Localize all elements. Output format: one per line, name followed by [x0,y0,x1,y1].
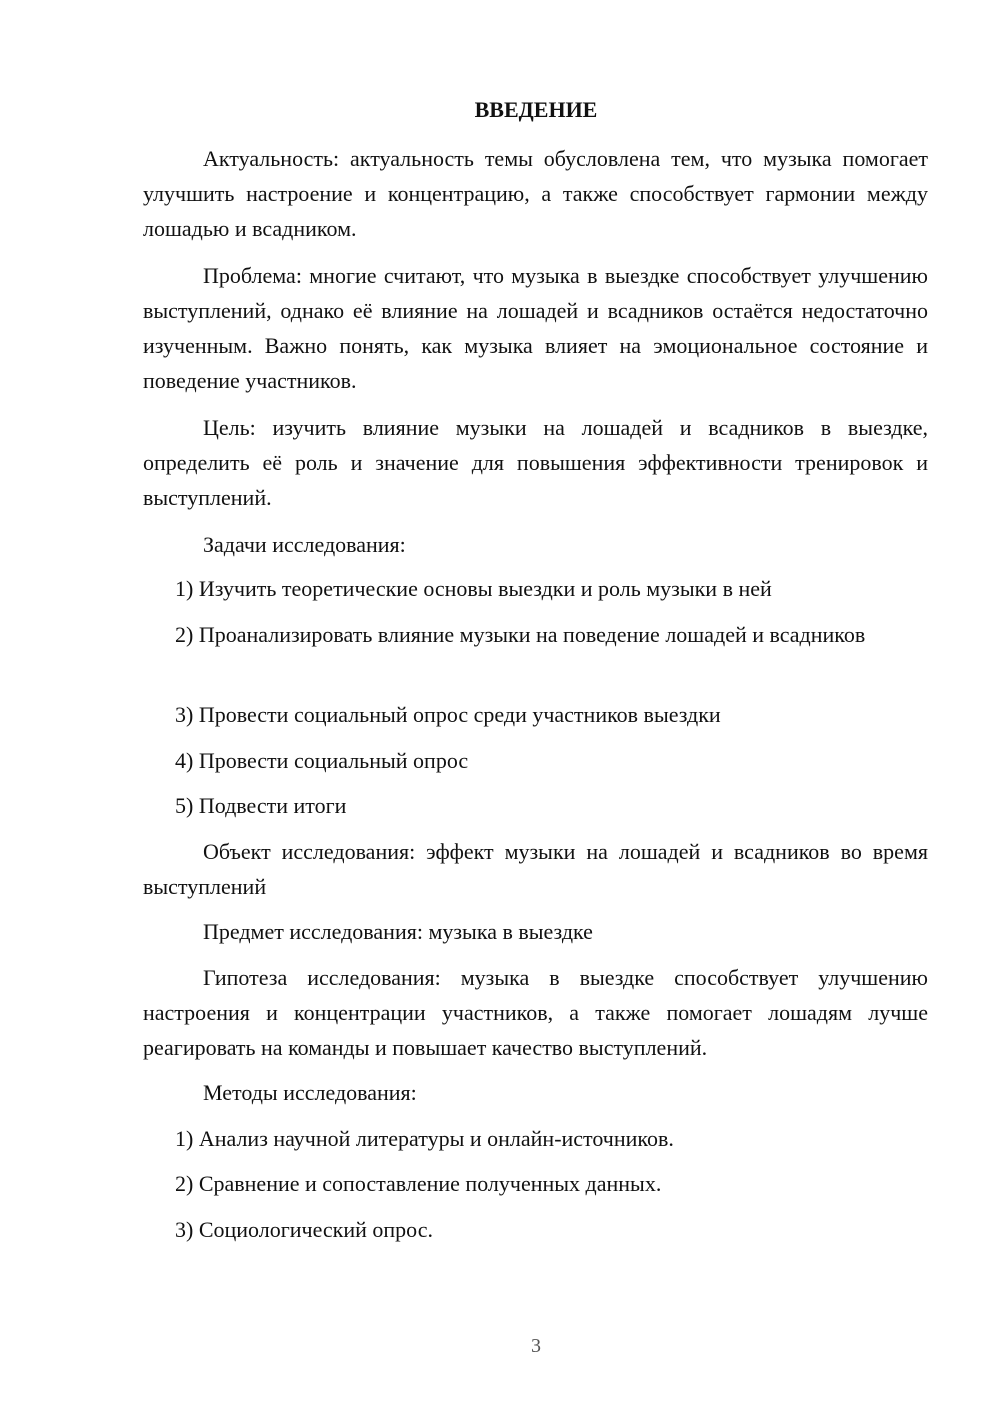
page-number: 3 [531,1335,541,1357]
paragraph-relevance: Актуальность: актуальность темы обусловлена тем, что музыка помогает улучшить настроение и концентрацию, а также способствует гармонии между лошадью и всадником. [143,146,928,241]
task-item-1: 1) Изучить теоретические основы выездки и роль музыки в ней [175,576,772,601]
task-item-5: 5) Подвести итоги [175,793,347,818]
method-item-3: 3) Социологический опрос. [175,1217,433,1242]
paragraph-hypothesis: Гипотеза исследования: музыка в выездке способствует улучшению настроения и концентрации участников, а также помогает лошадям лучше реагировать на команды и повышает качество выступлений. [143,965,928,1060]
paragraph-goal: Цель: изучить влияние музыки на лошадей и всадников в выездке, определить её роль и значение для повышения эффективности тренировок и выступлений. [143,415,928,510]
paragraph-methods-heading: Методы исследования: [203,1080,417,1105]
paragraph-tasks-heading: Задачи исследования: [203,532,406,557]
task-item-2: 2) Проанализировать влияние музыки на поведение лошадей и всадников [175,622,866,647]
page-title: ВВЕДЕНИЕ [474,97,598,122]
paragraph-object: Объект исследования: эффект музыки на лошадей и всадников во время выступлений [143,839,928,899]
method-item-1: 1) Анализ научной литературы и онлайн-источников. [175,1126,674,1151]
task-item-3: 3) Провести социальный опрос среди участников выездки [175,702,721,727]
task-item-4: 4) Провести социальный опрос [175,748,469,773]
paragraph-problem: Проблема: многие считают, что музыка в выездке способствует улучшению выступлений, однако её влияние на лошадей и всадников остаётся недостаточно изученным. Важно понять, как музыка влияет на эмоциональное состояние и поведение участников. [143,263,928,393]
method-item-2: 2) Сравнение и сопоставление полученных данных. [175,1171,662,1196]
paragraph-subject: Предмет исследования: музыка в выездке [203,919,593,944]
